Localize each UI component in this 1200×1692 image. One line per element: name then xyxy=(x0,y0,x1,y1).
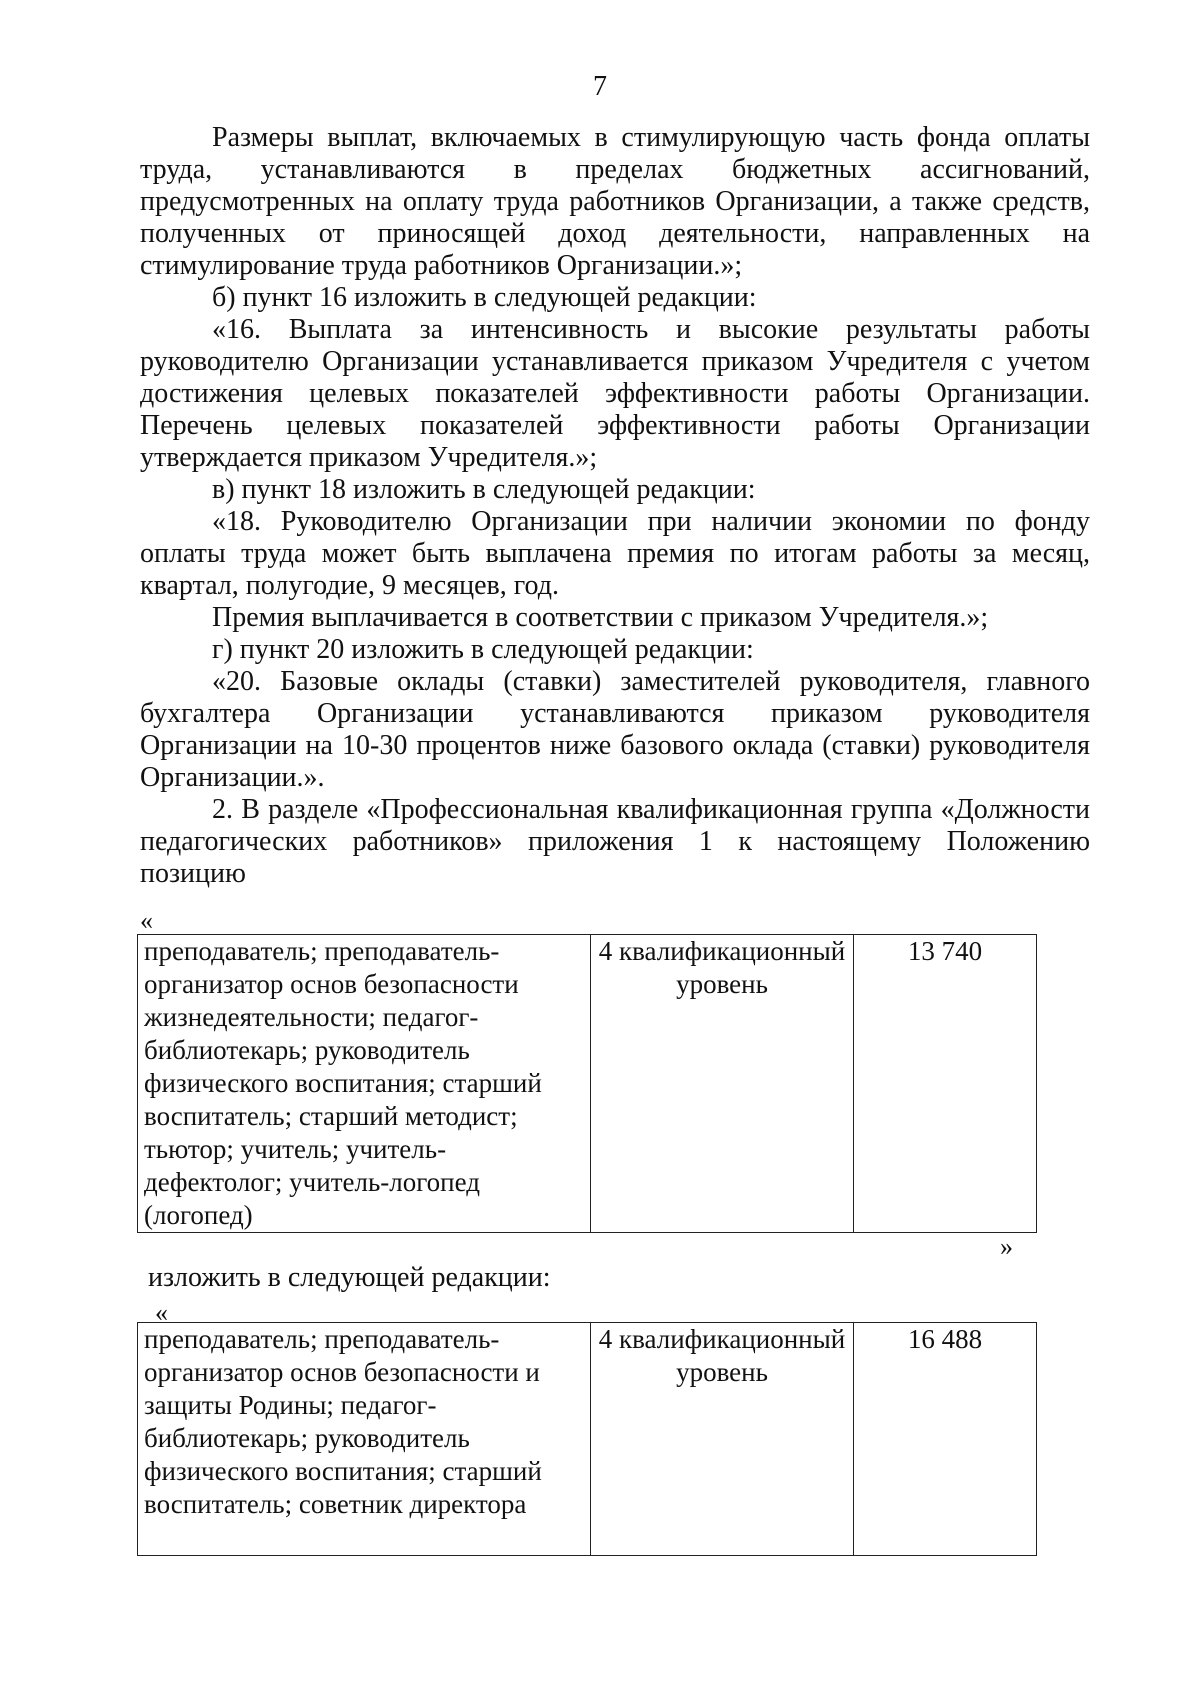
paragraph-point-18: «18. Руководителю Организации при наличии экономии по фонду оплаты труда может быть выплачена премия по итогам работы за месяц, квартал, полугодие, 9 месяцев, год. xyxy=(140,506,1090,601)
paragraph-stimulus-sizes: Размеры выплат, включаемых в стимулирующую часть фонда оплаты труда, устанавливаются в пределах бюджетных ассигнований, предусмотренных на оплату труда работников Организации, а также средств, полученных от приносящей доход деятельности, направленных на стимулирование труда работников Организации.»; xyxy=(140,122,1090,281)
table-row xyxy=(138,935,1037,1233)
body-text xyxy=(140,122,1090,890)
table-new-position xyxy=(137,1322,1037,1556)
paragraph-item-g: г) пункт 20 изложить в следующей редакции: xyxy=(212,634,754,665)
paragraph-section-2: 2. В разделе «Профессиональная квалификационная группа «Должности педагогических работников» приложения 1 к настоящему Положению позицию xyxy=(140,794,1090,889)
table-row xyxy=(138,1323,1037,1556)
quote-open-new: « xyxy=(155,1298,168,1327)
paragraph-point-16: «16. Выплата за интенсивность и высокие результаты работы руководителю Организации устанавливается приказом Учредителя с учетом достижения целевых показателей эффективности работы Организации. Перечень целевых показателей эффективности работы Организации утверждается приказом Учредителя.»; xyxy=(140,314,1090,473)
after-text: изложить в следующей редакции: xyxy=(148,1262,551,1293)
salary-cell: 16 488 xyxy=(854,1323,1037,1556)
quote-close-old: » xyxy=(1000,1232,1013,1261)
paragraph-point-20: «20. Базовые оклады (ставки) заместителей руководителя, главного бухгалтера Организации устанавливаются приказом руководителя Организации на 10-30 процентов ниже базового оклада (ставки) руководителя Организации.». xyxy=(140,666,1090,793)
level-cell: 4 квалификационный уровень xyxy=(591,935,854,1233)
positions-cell: преподаватель; преподаватель-организатор основ безопасности жизнедеятельности; педагог-библиотекарь; руководитель физического воспитания; старший воспитатель; старший методист; тьютор; учитель; учитель-дефектолог; учитель-логопед (логопед) xyxy=(138,935,591,1233)
paragraph-item-b: б) пункт 16 изложить в следующей редакции: xyxy=(212,282,757,313)
page-number: 7 xyxy=(593,71,607,102)
quote-open-old: « xyxy=(140,906,153,935)
paragraph-bonus: Премия выплачивается в соответствии с приказом Учредителя.»; xyxy=(212,602,989,633)
table-old-position xyxy=(137,934,1037,1233)
paragraph-item-v: в) пункт 18 изложить в следующей редакции: xyxy=(212,474,756,505)
positions-cell: преподаватель; преподаватель-организатор основ безопасности и защиты Родины; педагог-библиотекарь; руководитель физического воспитания; старший воспитатель; советник директора xyxy=(138,1323,591,1556)
salary-cell: 13 740 xyxy=(854,935,1037,1233)
level-cell: 4 квалификационный уровень xyxy=(591,1323,854,1556)
